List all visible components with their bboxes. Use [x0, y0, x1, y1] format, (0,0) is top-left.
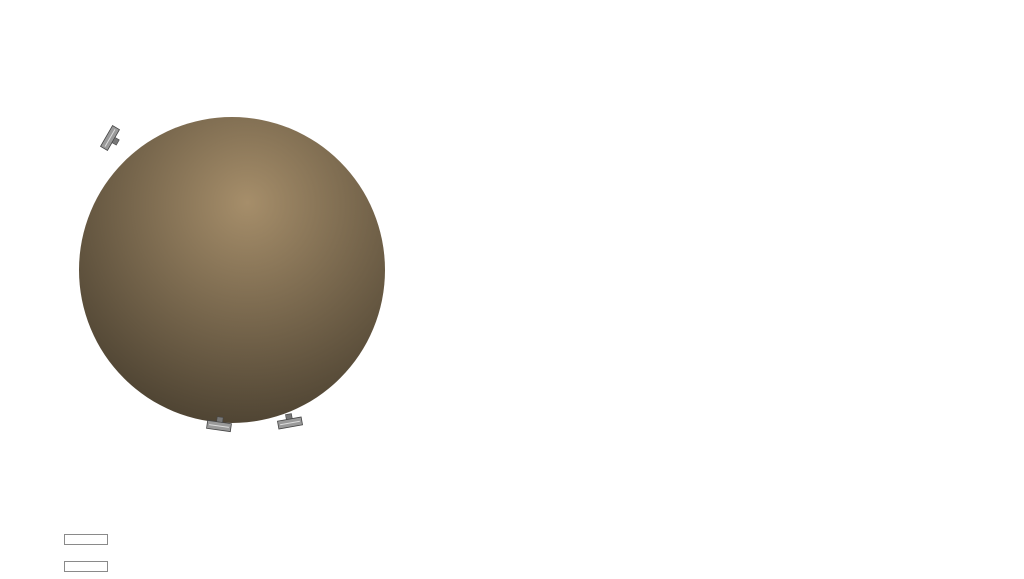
- core-radius-input[interactable]: [64, 534, 108, 545]
- s-wave-velocity-input[interactable]: [64, 561, 108, 572]
- probe-top-left[interactable]: [101, 126, 124, 153]
- question-core-radius: [57, 534, 110, 545]
- probe-bottom-left[interactable]: [207, 415, 233, 431]
- question-s-wave-velocity: [57, 561, 110, 572]
- probe-bottom-right[interactable]: [277, 412, 303, 429]
- planet: [79, 117, 385, 423]
